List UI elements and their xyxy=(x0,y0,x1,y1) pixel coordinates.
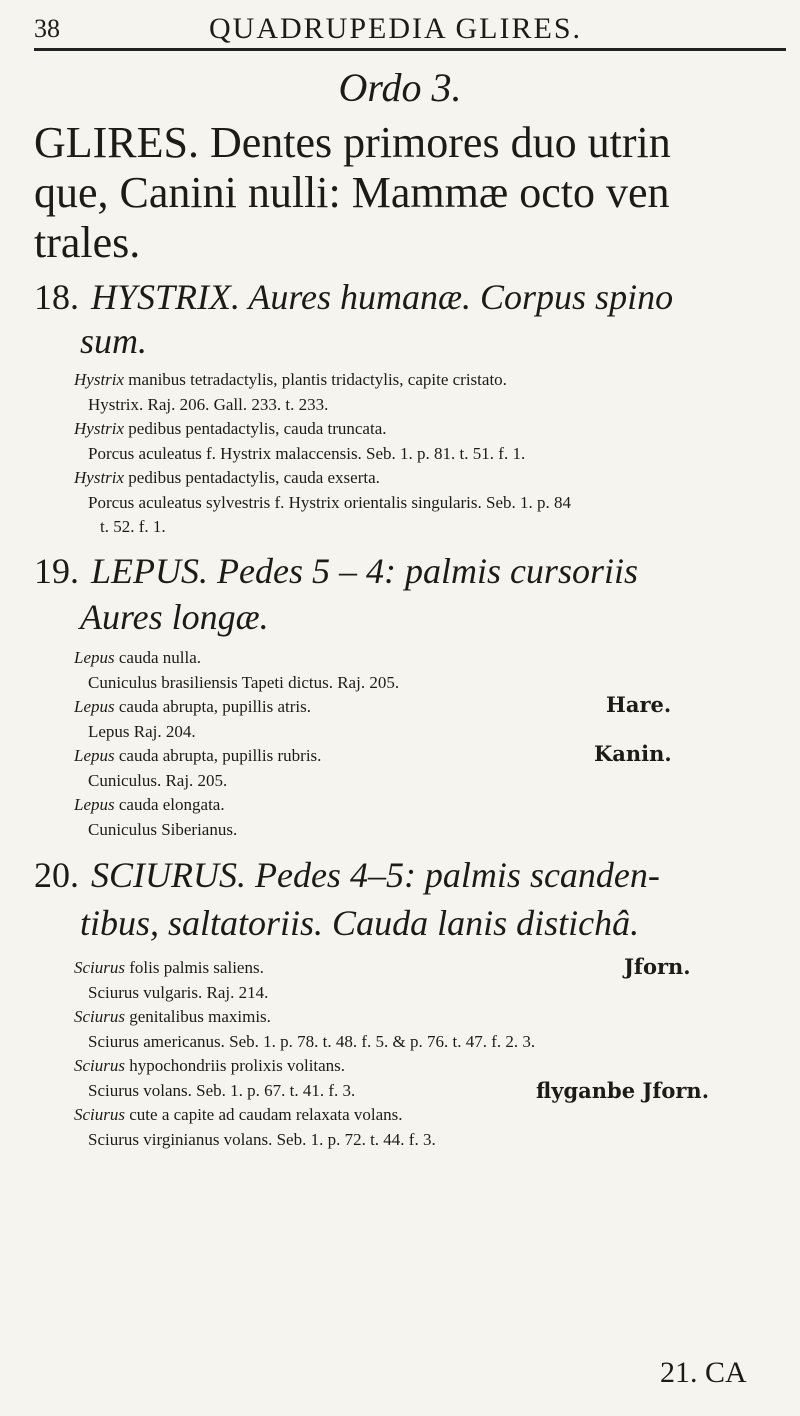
synonym-entry: Sciurus americanus. Seb. 1. p. 78. t. 48. f. 5. & p. 76. t. 47. f. 2. 3. xyxy=(88,1031,536,1051)
species-diagnosis: folis palmis saliens. xyxy=(129,958,264,977)
species-diagnosis: pedibus pentadactylis, cauda exserta. xyxy=(128,468,380,487)
intro-line-3: trales. xyxy=(34,218,141,267)
species-name: Hystrix xyxy=(74,370,125,389)
species-entry xyxy=(74,466,774,491)
vernacular-name: Jforn. xyxy=(624,954,691,979)
species-name: Lepus xyxy=(74,697,115,716)
page-number: 38 xyxy=(34,14,60,43)
species-diagnosis: genitalibus maximis. xyxy=(129,1007,271,1026)
genus-number: 20. xyxy=(34,855,79,895)
synonym-entry: t. 52. f. 1. xyxy=(100,517,166,536)
species-entry xyxy=(74,368,774,393)
running-title: QUADRUPEDIA GLIRES. xyxy=(209,12,583,45)
species-entry xyxy=(74,793,774,818)
species-diagnosis: cauda nulla. xyxy=(118,648,202,667)
species-entry xyxy=(74,417,774,442)
vernacular-name: Kanin. xyxy=(594,741,672,766)
species-diagnosis: hypochondriis prolixis volitans. xyxy=(129,1056,346,1075)
synonym-entry: Porcus aculeatus sylvestris f. Hystrix orientalis singularis. Seb. 1. p. 84 xyxy=(88,492,572,512)
intro-line-2: que, Canini nulli: Mammæ octo ven xyxy=(34,168,670,217)
species-diagnosis: cute a capite ad caudam relaxata volans. xyxy=(129,1105,403,1124)
species-entry xyxy=(74,1005,774,1030)
species-name: Hystrix xyxy=(74,419,125,438)
species-name: Sciurus xyxy=(74,1105,125,1124)
intro-line-1: GLIRES. Dentes primores duo utrin xyxy=(34,118,671,167)
header-rule xyxy=(34,48,786,51)
species-name: Hystrix xyxy=(74,468,125,487)
genus-heading xyxy=(34,852,794,898)
genus-entries xyxy=(74,368,774,540)
species-entry xyxy=(74,1103,774,1128)
catchword: 21. CA xyxy=(660,1356,747,1389)
species-name: Sciurus xyxy=(74,1007,125,1026)
species-name: Lepus xyxy=(74,648,115,667)
genus-heading-line: LEPUS. Pedes 5 – 4: palmis cursoriis xyxy=(91,551,638,591)
synonym-entry: Sciurus vulgaris. Raj. 214. xyxy=(88,982,269,1002)
vernacular-name: Hare. xyxy=(606,692,672,717)
species-diagnosis: manibus tetradactylis, plantis tridactylis, capite cristato. xyxy=(128,370,507,389)
genus-number: 18. xyxy=(34,277,79,317)
synonym-entry: Porcus aculeatus f. Hystrix malaccensis. Seb. 1. p. 81. t. 51. f. 1. xyxy=(88,443,526,463)
ordo-title: Ordo 3. xyxy=(338,65,462,110)
running-header xyxy=(34,10,780,50)
synonym-entry: Cuniculus brasiliensis Tapeti dictus. Raj. 205. xyxy=(88,672,400,692)
species-entry xyxy=(74,646,774,671)
species-name: Sciurus xyxy=(74,958,125,977)
genus-heading-cont: Aures longæ. xyxy=(80,597,269,637)
synonym-entry: Hystrix. Raj. 206. Gall. 233. t. 233. xyxy=(88,394,329,414)
genus-heading-cont: sum. xyxy=(80,321,148,361)
species-diagnosis: cauda abrupta, pupillis rubris. xyxy=(118,746,322,765)
species-name: Sciurus xyxy=(74,1056,125,1075)
genus-heading xyxy=(34,274,794,320)
genus-heading-line: SCIURUS. Pedes 4–5: palmis scanden- xyxy=(91,855,660,895)
vernacular-name: flyganbe Jforn. xyxy=(536,1078,710,1103)
synonym-entry: Sciurus volans. Seb. 1. p. 67. t. 41. f. 3. xyxy=(88,1080,356,1100)
genus-number: 19. xyxy=(34,551,79,591)
genus-heading-cont: tibus, saltatoriis. Cauda lanis distichâ. xyxy=(80,903,640,943)
synonym-entry: Lepus Raj. 204. xyxy=(88,721,196,741)
species-name: Lepus xyxy=(74,795,115,814)
species-name: Lepus xyxy=(74,746,115,765)
synonym-entry: Cuniculus Siberianus. xyxy=(88,819,238,839)
genus-heading xyxy=(34,548,794,594)
species-diagnosis: cauda elongata. xyxy=(118,795,225,814)
species-diagnosis: cauda abrupta, pupillis atris. xyxy=(118,697,312,716)
genus-entries xyxy=(74,956,774,1152)
species-entry xyxy=(74,1054,774,1079)
synonym-entry: Cuniculus. Raj. 205. xyxy=(88,770,228,790)
synonym-entry: Sciurus virginianus volans. Seb. 1. p. 72. t. 44. f. 3. xyxy=(88,1129,436,1149)
species-diagnosis: pedibus pentadactylis, cauda truncata. xyxy=(128,419,387,438)
genus-heading-line: HYSTRIX. Aures humanæ. Corpus spino xyxy=(91,277,674,317)
